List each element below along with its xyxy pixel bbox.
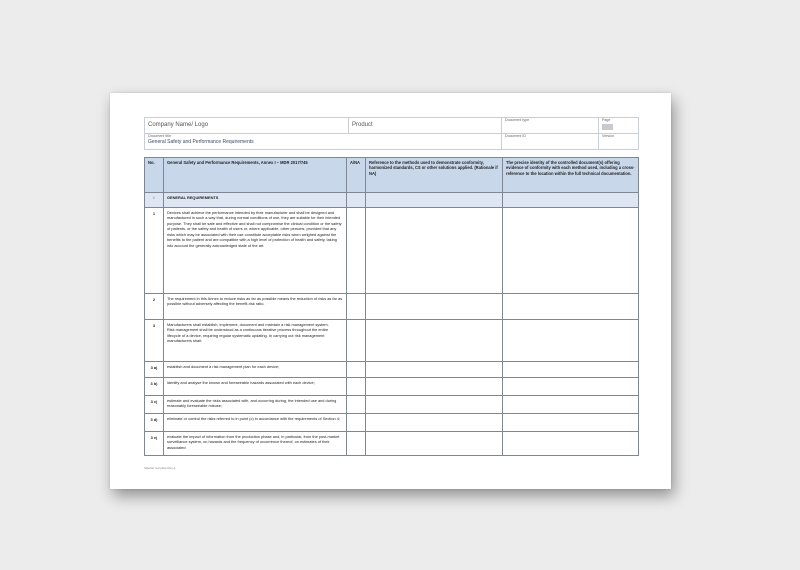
evidence-cell[interactable]	[503, 432, 639, 456]
requirement-text: establish and document a risk management plan for each device;	[164, 362, 347, 378]
applicability-cell[interactable]	[347, 208, 366, 294]
requirement-paragraph: Manufacturers shall establish, implement, document and maintain a risk management system.	[167, 322, 329, 327]
table-row	[145, 432, 639, 456]
requirement-text: estimate and evaluate the risks associated with, and occurring during, the intended use and during reasonably foreseeable misuse;	[164, 396, 347, 414]
methods-cell[interactable]	[366, 362, 503, 378]
page-label: Page	[602, 118, 611, 122]
methods-cell[interactable]	[366, 378, 503, 396]
table-cell[interactable]	[366, 193, 503, 208]
table-row	[145, 378, 639, 396]
document-header	[144, 117, 639, 150]
row-number: 3 b)	[145, 378, 164, 396]
row-number: 3 c)	[145, 396, 164, 414]
product-cell: Product	[349, 118, 502, 134]
requirement-paragraph: Risk management shall be understood as a continuous iterative process throughout the entire lifecycle of a device, requiring regular systematic updating. In carrying out risk management manufacturers shall:	[167, 327, 329, 344]
requirement-text: evaluate the impact of information from the production phase and, in particular, from the post-market surveillance system, on hazards and the frequency of occurrence thereof, on estimates of their associated	[164, 432, 347, 456]
applicability-cell[interactable]	[347, 320, 366, 362]
document-title-cell	[145, 134, 502, 150]
page-footer: Sidebar template Rev A	[144, 466, 176, 470]
evidence-cell[interactable]	[503, 378, 639, 396]
table-header-row	[145, 158, 639, 193]
section-row	[145, 193, 639, 208]
methods-cell[interactable]	[366, 414, 503, 432]
row-number: 2	[145, 294, 164, 320]
evidence-cell[interactable]	[503, 414, 639, 432]
evidence-cell[interactable]	[503, 320, 639, 362]
document-id-cell: Document ID	[502, 134, 599, 150]
document-type-cell: Document type	[502, 118, 599, 134]
section-title: GENERAL REQUIREMENTS	[164, 193, 347, 208]
table-cell[interactable]	[347, 193, 366, 208]
methods-cell[interactable]	[366, 432, 503, 456]
table-row	[145, 294, 639, 320]
table-row	[145, 320, 639, 362]
section-number: I	[145, 193, 164, 208]
table-cell[interactable]	[503, 193, 639, 208]
row-number: 1	[145, 208, 164, 294]
gspr-table	[144, 157, 639, 456]
applicability-cell[interactable]	[347, 396, 366, 414]
row-number: 3 e)	[145, 432, 164, 456]
col-header-requirement: General Safety and Performance Requirements, Annex I – MDR 2017/745	[164, 158, 347, 193]
version-cell: Version	[599, 134, 639, 150]
col-header-evidence: The precise identity of the controlled document(s) offering evidence of conformity with each method used, including a cross-reference to the location within the full technical documentation.	[503, 158, 639, 193]
table-row	[145, 362, 639, 378]
applicability-cell[interactable]	[347, 378, 366, 396]
requirement-text: The requirement in this Annex to reduce risks as far as possible means the reduction of risks as far as possible without adversely affecting the benefit-risk ratio.	[164, 294, 347, 320]
table-row	[145, 208, 639, 294]
company-logo-cell: Company Name/ Logo	[145, 118, 349, 134]
requirement-text: Devices shall achieve the performance intended by their manufacturer and shall be designed and manufactured in such a way that, during normal conditions of use, they are suitable for their intended purpose. They shall be safe and effective and shall not compromise the clinical condition or the safety of patients, or the safety and health of users or, where applicable, other persons, provided that any risks which may be associated with their use constitute acceptable risks when weighed against the benefits to the patient and are compatible with a high level of protection of health and safety, taking into account the generally acknowledged state of the art.	[164, 208, 347, 294]
applicability-cell[interactable]	[347, 294, 366, 320]
methods-cell[interactable]	[366, 294, 503, 320]
col-header-methods: Reference to the methods used to demonstrate conformity, harmonized standards, CS or other solutions applied. (Rationale if NA)	[366, 158, 503, 193]
requirement-text: identify and analyse the known and foreseeable hazards associated with each device;	[164, 378, 347, 396]
page-cell	[599, 118, 639, 134]
requirement-text: eliminate or control the risks referred to in point (c) in accordance with the requirements of Section 4;	[164, 414, 347, 432]
table-row	[145, 414, 639, 432]
applicability-cell[interactable]	[347, 432, 366, 456]
document-title-label: Document title	[148, 134, 171, 138]
requirement-text	[164, 320, 347, 362]
col-header-no: No.	[145, 158, 164, 193]
evidence-cell[interactable]	[503, 396, 639, 414]
applicability-cell[interactable]	[347, 362, 366, 378]
col-header-applicability: A/NA	[347, 158, 366, 193]
row-number: 3 a)	[145, 362, 164, 378]
row-number: 3	[145, 320, 164, 362]
document-title: General Safety and Performance Requirements	[148, 139, 254, 145]
row-number: 3 d)	[145, 414, 164, 432]
evidence-cell[interactable]	[503, 362, 639, 378]
applicability-cell[interactable]	[347, 414, 366, 432]
evidence-cell[interactable]	[503, 208, 639, 294]
page-number-placeholder-icon	[602, 124, 613, 130]
methods-cell[interactable]	[366, 396, 503, 414]
table-row	[145, 396, 639, 414]
document-page	[110, 93, 671, 489]
methods-cell[interactable]	[366, 208, 503, 294]
methods-cell[interactable]	[366, 320, 503, 362]
evidence-cell[interactable]	[503, 294, 639, 320]
